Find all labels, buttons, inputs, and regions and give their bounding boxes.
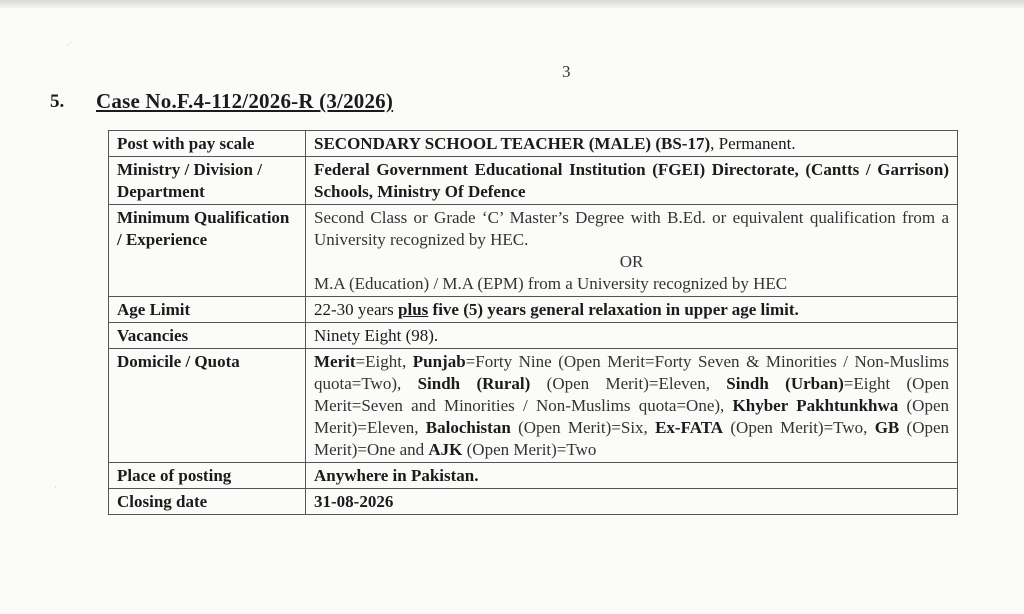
age-plus: plus (398, 300, 429, 319)
table-row-closing (109, 489, 958, 515)
qualification-or: OR (619, 252, 644, 271)
post-title: SECONDARY SCHOOL TEACHER (MALE) (BS-17) (314, 134, 711, 153)
domicile-quota-text: =Eight (Open Merit=Seven and Minorities / Non-Muslims quota=One), (314, 374, 949, 415)
row-value-closing: 31-08-2026 (306, 489, 958, 515)
row-value-domicile (306, 349, 958, 463)
table-row-age (109, 297, 958, 323)
qualification-option-1: Second Class or Grade ‘C’ Master’s Degree with B.Ed. or equivalent qualification from a University recognized by HEC. (314, 208, 949, 249)
table-row-posting (109, 463, 958, 489)
row-value-posting: Anywhere in Pakistan. (306, 463, 958, 489)
table-row-ministry (109, 157, 958, 205)
row-label-age: Age Limit (109, 297, 306, 323)
job-details-table (108, 130, 958, 515)
domicile-quota-text: (Open Merit)=One and (314, 418, 950, 459)
scan-speck: ·˙ (66, 40, 72, 50)
domicile-quota-text: (Open Merit)=Eleven, (314, 396, 949, 437)
table-row-qualification (109, 205, 958, 297)
domicile-quota-text: =Forty Nine (Open Merit=Forty Seven & Minorities / Non-Muslims quota=Two), (314, 352, 949, 393)
row-value-age (306, 297, 958, 323)
table-row-vacancies (109, 323, 958, 349)
row-label-closing: Closing date (109, 489, 306, 515)
domicile-quota-text: (Open Merit)=Two, (723, 418, 875, 437)
domicile-region: Sindh (Rural) (417, 374, 531, 393)
row-label-posting: Place of posting (109, 463, 306, 489)
row-label-post: Post with pay scale (109, 131, 306, 157)
domicile-quota-text: =Eight, (355, 352, 413, 371)
domicile-quota-text: (Open Merit)=Six, (510, 418, 656, 437)
table-row-post (109, 131, 958, 157)
row-label-qualification: Minimum Qualification / Experience (109, 205, 306, 297)
page-number: 3 (562, 62, 571, 81)
domicile-quota-text: (Open Merit)=Two (462, 440, 597, 459)
domicile-region: Merit (314, 352, 356, 371)
domicile-region: Sindh (Urban) (726, 374, 844, 393)
qualification-option-2: M.A (Education) / M.A (EPM) from a University recognized by HEC (314, 274, 788, 293)
row-label-ministry: Ministry / Division / Department (109, 157, 306, 205)
row-value-ministry: Federal Government Educational Institution (FGEI) Directorate, (Cantts / Garrison) Schools, Ministry Of Defence (306, 157, 958, 205)
row-value-qualification (306, 205, 958, 297)
table-row-domicile (109, 349, 958, 463)
domicile-quota-text: (Open Merit)=Eleven, (530, 374, 727, 393)
age-range: 22-30 years (314, 300, 399, 319)
domicile-region: Ex-FATA (655, 418, 724, 437)
row-label-vacancies: Vacancies (109, 323, 306, 349)
domicile-region: Khyber Pakhtunkhwa (732, 396, 899, 415)
domicile-region: Punjab (412, 352, 466, 371)
age-relaxation: five (5) years general relaxation in upper age limit. (428, 300, 799, 319)
row-value-post (306, 131, 958, 157)
case-item-number: 5. (50, 91, 65, 112)
domicile-region: GB (874, 418, 900, 437)
domicile-region: Balochistan (425, 418, 511, 437)
post-suffix: , Permanent. (710, 134, 796, 153)
row-value-vacancies: Ninety Eight (98). (306, 323, 958, 349)
case-title: Case No.F.4-112/2026-R (3/2026) (96, 89, 394, 113)
domicile-region: AJK (428, 440, 463, 459)
row-label-domicile: Domicile / Quota (109, 349, 306, 463)
scan-speck: · (54, 482, 57, 492)
scan-top-edge (0, 0, 1024, 8)
